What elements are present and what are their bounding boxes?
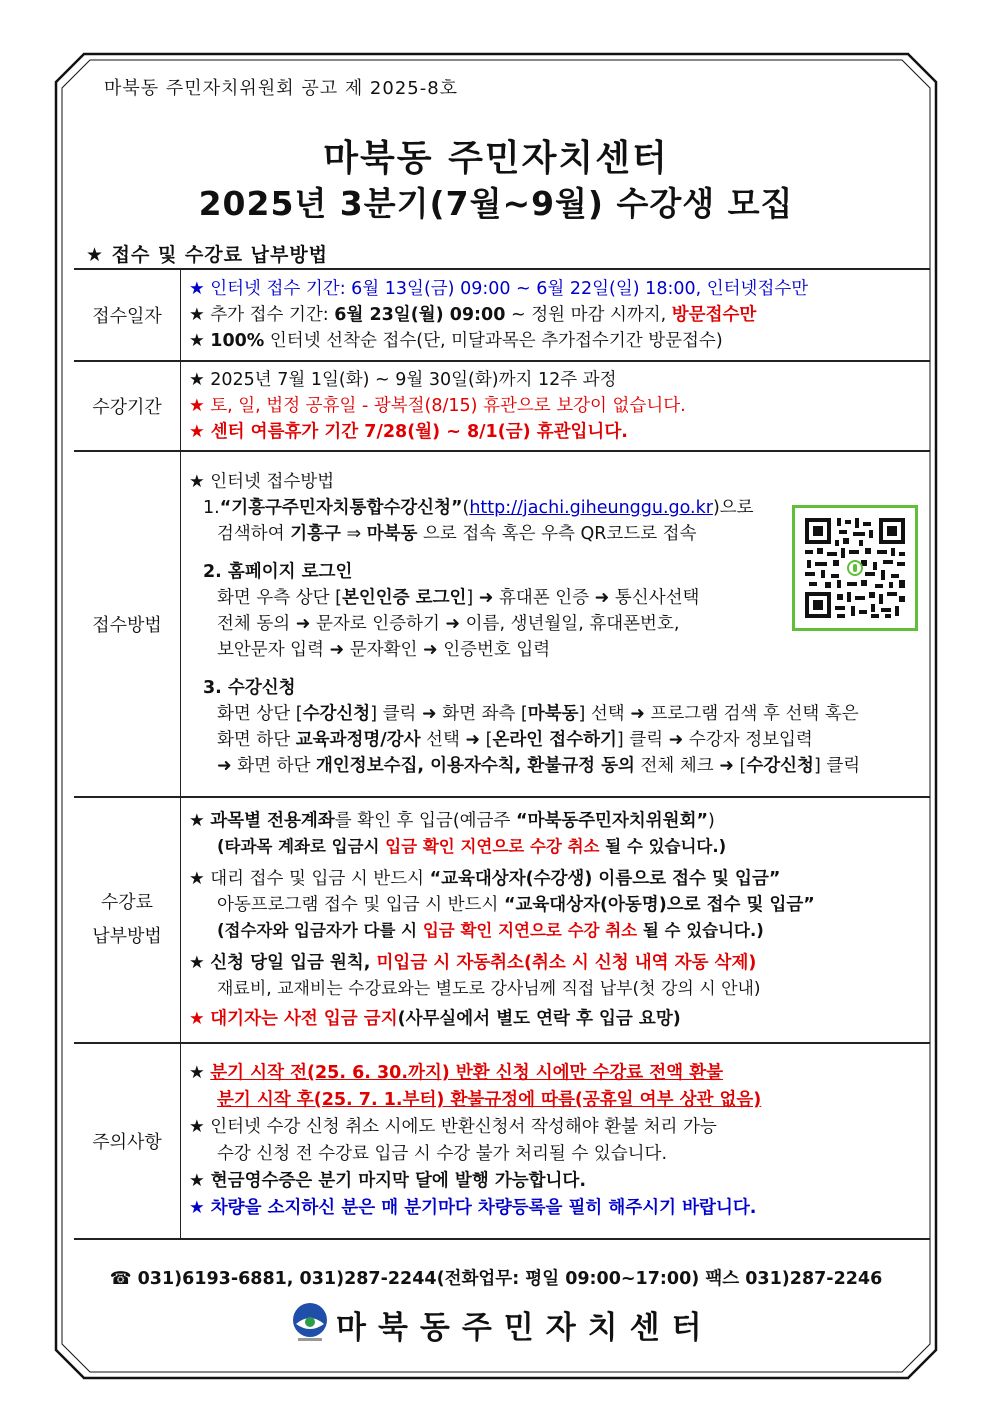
row-label: 접수방법: [74, 451, 181, 797]
list-item: 3. 수강신청: [203, 678, 296, 698]
homepage-link[interactable]: http://jachi.giheunggu.go.kr: [469, 498, 713, 518]
list-item: ➜ 화면 하단 개인정보수집, 이용자수칙, 환불규정 동의 전체 체크 ➜ [수강신청] 클릭: [217, 756, 861, 776]
qr-code-icon[interactable]: [792, 505, 918, 631]
list-item: ★ 100% 인터넷 선착순 접수(단, 미달과목은 추가접수기간 방문접수): [189, 331, 723, 351]
list-item: 검색하여 기흥구 ⇒ 마북동 으로 접속 혹은 우측 QR코드로 접속: [217, 524, 697, 544]
row-label: 수강료 납부방법: [74, 797, 181, 1043]
contact-info: ☎ 031)6193-6881, 031)287-2244(전화업무: 평일 09:00~17:00) 팩스 031)287-2246: [109, 1269, 883, 1289]
list-item: 화면 하단 교육과정명/강사 선택 ➜ [온라인 접수하기] 클릭 ➜ 수강자 정보입력: [217, 730, 813, 750]
list-item: 재료비, 교재비는 수강료와는 별도로 강사님께 직접 납부(첫 강의 시 안내): [217, 979, 761, 999]
list-item: ★ 차량을 소지하신 분은 매 분기마다 차량등록을 필히 해주시기 바랍니다.: [189, 1198, 757, 1218]
notice-number: 마북동 주민자치위원회 공고 제 2025-8호: [104, 78, 459, 99]
list-item: ★ 센터 여름휴가 기간 7/28(월) ~ 8/1(금) 휴관입니다.: [189, 422, 628, 442]
list-item: ★ 추가 접수 기간: 6월 23일(월) 09:00 ~ 정원 마감 시까지, 방문접수만: [189, 305, 757, 325]
table-row-course-period: [74, 361, 930, 451]
list-item: (타과목 계좌로 입금시 입금 확인 지연으로 수강 취소 될 수 있습니다.): [217, 837, 727, 856]
page-subtitle: 2025년 3분기(7월~9월) 수강생 모집: [198, 184, 794, 223]
row-label: 주의사항: [74, 1043, 181, 1239]
list-item: 보안문자 입력 ➜ 문자확인 ➜ 인증번호 입력: [217, 640, 551, 660]
list-item: 2. 홈페이지 로그인: [203, 562, 353, 582]
list-item: ★ 대기자는 사전 입금 금지(사무실에서 별도 연락 후 입금 요망): [189, 1009, 681, 1029]
list-item: ★ 토, 일, 법정 공휴일 - 광복절(8/15) 휴관으로 보강이 없습니다.: [189, 396, 686, 416]
list-item: 화면 우측 상단 [본인인증 로그인] ➜ 휴대폰 인증 ➜ 통신사선택: [217, 588, 700, 608]
list-item: ★ 분기 시작 전(25. 6. 30.까지) 반환 신청 시에만 수강료 전액 환불: [189, 1063, 724, 1083]
table-row-reception-date: [74, 269, 930, 361]
yongin-city-logo-icon: [290, 1300, 330, 1342]
list-item: ★ 인터넷 접수 기간: 6월 13일(금) 09:00 ~ 6월 22일(일) 18:00, 인터넷접수만: [189, 279, 809, 299]
list-item: 화면 상단 [수강신청] 클릭 ➜ 화면 좌측 [마북동] 선택 ➜ 프로그램 검색 후 선택 혹은: [217, 704, 859, 724]
list-item: 1.“기흥구주민자치통합수강신청”(http://jachi.giheunggu.go.kr)으로: [203, 498, 754, 518]
table-row-payment-method: [74, 797, 930, 1043]
page-title: 마북동 주민자치센터: [323, 138, 669, 179]
list-item: 분기 시작 후(25. 7. 1.부터) 환불규정에 따름(공휴일 여부 상관 없음): [217, 1090, 762, 1110]
list-item: ★ 과목별 전용계좌를 확인 후 입금(예금주 “마북동주민자치위원회”): [189, 811, 715, 831]
list-item: (접수자와 입금자가 다를 시 입금 확인 지연으로 수강 취소 될 수 있습니다.): [217, 921, 764, 940]
section-header: ★ 접수 및 수강료 납부방법: [86, 244, 329, 266]
info-table: [74, 268, 930, 1240]
list-item: ★ 현금영수증은 분기 마지막 달에 발행 가능합니다.: [189, 1171, 586, 1191]
row-label: 수강기간: [74, 361, 181, 451]
footer-center-name: 마북동주민자치센터: [336, 1310, 714, 1346]
list-item: 전체 동의 ➜ 문자로 인증하기 ➜ 이름, 생년월일, 휴대폰번호,: [217, 614, 680, 634]
row-label: 접수일자: [74, 269, 181, 361]
list-item: ★ 신청 당일 입금 원칙, 미입금 시 자동취소(취소 시 신청 내역 자동 삭제): [189, 953, 757, 973]
list-item: ★ 인터넷 수강 신청 취소 시에도 반환신청서 작성해야 환불 처리 가능: [189, 1117, 717, 1137]
list-item: ★ 2025년 7월 1일(화) ~ 9월 30일(화)까지 12주 과정: [189, 370, 617, 390]
list-item: ★ 인터넷 접수방법: [189, 472, 335, 492]
list-item: ★ 대리 접수 및 입금 시 반드시 “교육대상자(수강생) 이름으로 접수 및 입금”: [189, 869, 781, 889]
table-row-precautions: [74, 1043, 930, 1239]
list-item: 수강 신청 전 수강료 입금 시 수강 불가 처리될 수 있습니다.: [217, 1144, 668, 1164]
qr-code-graphic: [795, 508, 915, 628]
list-item: 아동프로그램 접수 및 입금 시 반드시 “교육대상자(아동명)으로 접수 및 입금”: [217, 895, 815, 915]
